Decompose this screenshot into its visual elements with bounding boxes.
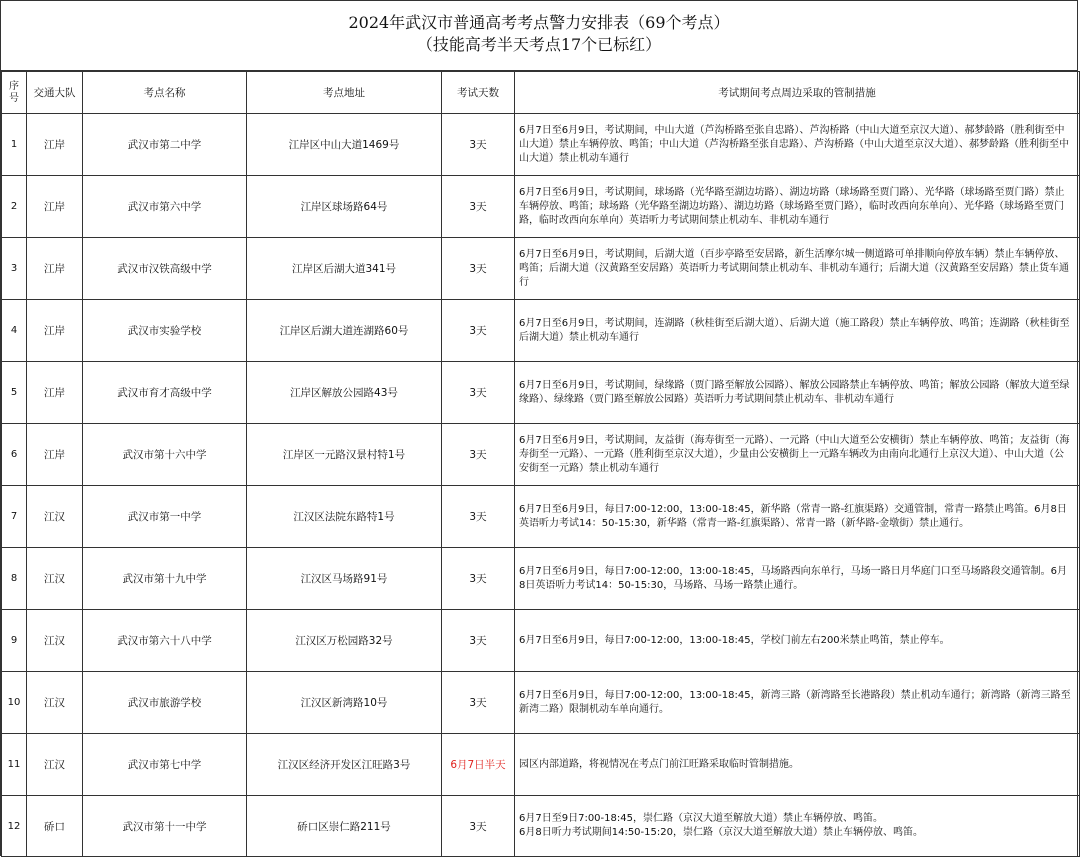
row-seq: 11 [2, 734, 27, 796]
row-address: 江汉区经济开发区江旺路3号 [247, 734, 442, 796]
row-days: 3天 [442, 486, 515, 548]
header-days: 考试天数 [442, 72, 515, 114]
title-block [1, 1, 1077, 71]
row-brigade: 江汉 [27, 486, 83, 548]
row-site-name: 武汉市第一中学 [83, 486, 247, 548]
table-row [2, 548, 1080, 610]
table-row [2, 486, 1080, 548]
header-row [2, 72, 1080, 114]
row-days: 3天 [442, 114, 515, 176]
row-days: 3天 [442, 424, 515, 486]
row-days: 3天 [442, 300, 515, 362]
row-days: 3天 [442, 362, 515, 424]
row-seq: 9 [2, 610, 27, 672]
row-address: 江汉区新湾路10号 [247, 672, 442, 734]
row-site-name: 武汉市第七中学 [83, 734, 247, 796]
measures-line: 6月7日至9日7:00-18:45，崇仁路（京汉大道至解放大道）禁止车辆停放、鸣笛。 [519, 813, 883, 824]
row-seq: 2 [2, 176, 27, 238]
row-site-name: 武汉市汉铁高级中学 [83, 238, 247, 300]
row-seq: 1 [2, 114, 27, 176]
row-brigade: 江岸 [27, 424, 83, 486]
header-name: 考点名称 [83, 72, 247, 114]
table-title: 2024年武汉市普通高考考点警力安排表（69个考点） [348, 13, 730, 32]
table-row [2, 362, 1080, 424]
row-seq: 10 [2, 672, 27, 734]
measures-line: 6月8日听力考试期间14:50-15:20，崇仁路（京汉大道至解放大道）禁止车辆停放、鸣笛。 [519, 827, 923, 838]
row-seq: 5 [2, 362, 27, 424]
row-brigade: 江汉 [27, 734, 83, 796]
row-measures: 6月7日至6月9日，每日7:00-12:00，13:00-18:45，新湾三路（新湾路至长港路段）禁止机动车通行；新湾路（新湾三路至新湾二路）限制机动车单向通行。 [515, 672, 1080, 734]
row-measures: 6月7日至6月9日，考试期间，绿缘路（贾门路至解放公园路）、解放公园路禁止车辆停放、鸣笛；解放公园路（解放大道至绿缘路）、绿缘路（贾门路至解放公园路）英语听力考试期间禁止机动车、非机动车通行 [515, 362, 1080, 424]
row-days: 3天 [442, 238, 515, 300]
header-brigade: 交通大队 [27, 72, 83, 114]
row-days: 3天 [442, 548, 515, 610]
row-address: 江岸区解放公园路43号 [247, 362, 442, 424]
row-seq: 8 [2, 548, 27, 610]
row-seq: 6 [2, 424, 27, 486]
row-site-name: 武汉市第十九中学 [83, 548, 247, 610]
row-measures: 6月7日至6月9日，每日7:00-12:00，13:00-18:45，学校门前左右200米禁止鸣笛，禁止停车。 [515, 610, 1080, 672]
row-brigade: 硚口 [27, 796, 83, 857]
row-site-name: 武汉市第十一中学 [83, 796, 247, 857]
row-site-name: 武汉市第十六中学 [83, 424, 247, 486]
row-measures: 6月7日至6月9日，考试期间，球场路（光华路至湖边坊路）、湖边坊路（球场路至贾门路）、光华路（球场路至贾门路）禁止车辆停放、鸣笛；球场路（光华路至湖边坊路）、湖边坊路（球场路至贾门路），临时改西向东单向）、光华路（球场路至贾门路，临时改西向东单向）英语听力考试期间禁止机动车、非机动车通行 [515, 176, 1080, 238]
table-row [2, 672, 1080, 734]
row-brigade: 江岸 [27, 362, 83, 424]
row-days: 3天 [442, 796, 515, 857]
row-address: 江岸区中山大道1469号 [247, 114, 442, 176]
row-days: 3天 [442, 610, 515, 672]
table-row [2, 176, 1080, 238]
table-row [2, 238, 1080, 300]
row-days: 3天 [442, 672, 515, 734]
row-brigade: 江岸 [27, 176, 83, 238]
row-measures: 6月7日至6月9日，考试期间，中山大道（芦沟桥路至张自忠路）、芦沟桥路（中山大道至京汉大道）、郝梦龄路（胜利街至中山大道）禁止车辆停放、鸣笛；中山大道（芦沟桥路至张自忠路）、芦沟桥路（中山大道至京汉大道）、郝梦龄路（胜利街至中山大道）禁止机动车通行 [515, 114, 1080, 176]
row-address: 江岸区后湖大道连湖路60号 [247, 300, 442, 362]
row-brigade: 江岸 [27, 300, 83, 362]
row-site-name: 武汉市育才高级中学 [83, 362, 247, 424]
table-row [2, 114, 1080, 176]
row-address: 硚口区崇仁路211号 [247, 796, 442, 857]
row-measures: 园区内部道路，将视情况在考点门前江旺路采取临时管制措施。 [515, 734, 1080, 796]
row-address: 江汉区马场路91号 [247, 548, 442, 610]
row-address: 江岸区球场路64号 [247, 176, 442, 238]
row-measures [515, 796, 1080, 857]
row-seq: 12 [2, 796, 27, 857]
header-measures: 考试期间考点周边采取的管制措施 [515, 72, 1080, 114]
header-seq: 序 号 [2, 72, 27, 114]
row-brigade: 江汉 [27, 610, 83, 672]
row-measures: 6月7日至6月9日，考试期间，后湖大道（百步亭路至安居路，新生活摩尔城一侧道路可单排顺向停放车辆）禁止车辆停放、鸣笛；后湖大道（汉黄路至安居路）英语听力考试期间禁止机动车、非机动车通行；后湖大道（汉黄路至安居路）禁止货车通行 [515, 238, 1080, 300]
row-measures: 6月7日至6月9日，每日7:00-12:00，13:00-18:45，新华路（常青一路-红旗渠路）交通管制，常青一路禁止鸣笛。6月8日英语听力考试14：50-15:30，新华路（常青一路-红旗渠路）、常青一路（新华路-金墩街）禁止通行。 [515, 486, 1080, 548]
table-row [2, 300, 1080, 362]
row-site-name: 武汉市实验学校 [83, 300, 247, 362]
row-address: 江汉区法院东路特1号 [247, 486, 442, 548]
row-site-name: 武汉市第二中学 [83, 114, 247, 176]
table-row [2, 424, 1080, 486]
exam-site-table [1, 71, 1080, 857]
row-brigade: 江汉 [27, 548, 83, 610]
table-subtitle: （技能高考半天考点17个已标红） [416, 35, 662, 54]
row-measures: 6月7日至6月9日，每日7:00-12:00，13:00-18:45，马场路西向东单行，马场一路日月华庭门口至马场路段交通管制。6月8日英语听力考试14：50-15:30，马场路、马场一路禁止通行。 [515, 548, 1080, 610]
row-brigade: 江岸 [27, 114, 83, 176]
row-address: 江岸区后湖大道341号 [247, 238, 442, 300]
row-site-name: 武汉市第六十八中学 [83, 610, 247, 672]
row-seq: 4 [2, 300, 27, 362]
header-address: 考点地址 [247, 72, 442, 114]
row-days-highlighted: 6月7日半天 [442, 734, 515, 796]
row-site-name: 武汉市第六中学 [83, 176, 247, 238]
row-brigade: 江汉 [27, 672, 83, 734]
row-brigade: 江岸 [27, 238, 83, 300]
table-row [2, 610, 1080, 672]
row-address: 江汉区万松园路32号 [247, 610, 442, 672]
row-measures: 6月7日至6月9日，考试期间，连湖路（秋桂街至后湖大道）、后湖大道（施工路段）禁止车辆停放、鸣笛；连湖路（秋桂街至后湖大道）禁止机动车通行 [515, 300, 1080, 362]
row-seq: 7 [2, 486, 27, 548]
table-row [2, 734, 1080, 796]
row-measures: 6月7日至6月9日，考试期间，友益街（海寿街至一元路）、一元路（中山大道至公安横街）禁止车辆停放、鸣笛；友益街（海寿街至一元路）、一元路（胜利街至京汉大道），少量由公安横街上一元路车辆改为由南向北通行上京汉大道）、中山大道（公安街至一元路）禁止机动车通行 [515, 424, 1080, 486]
row-days: 3天 [442, 176, 515, 238]
row-address: 江岸区一元路汉景村特1号 [247, 424, 442, 486]
row-seq: 3 [2, 238, 27, 300]
table-row [2, 796, 1080, 857]
row-site-name: 武汉市旅游学校 [83, 672, 247, 734]
